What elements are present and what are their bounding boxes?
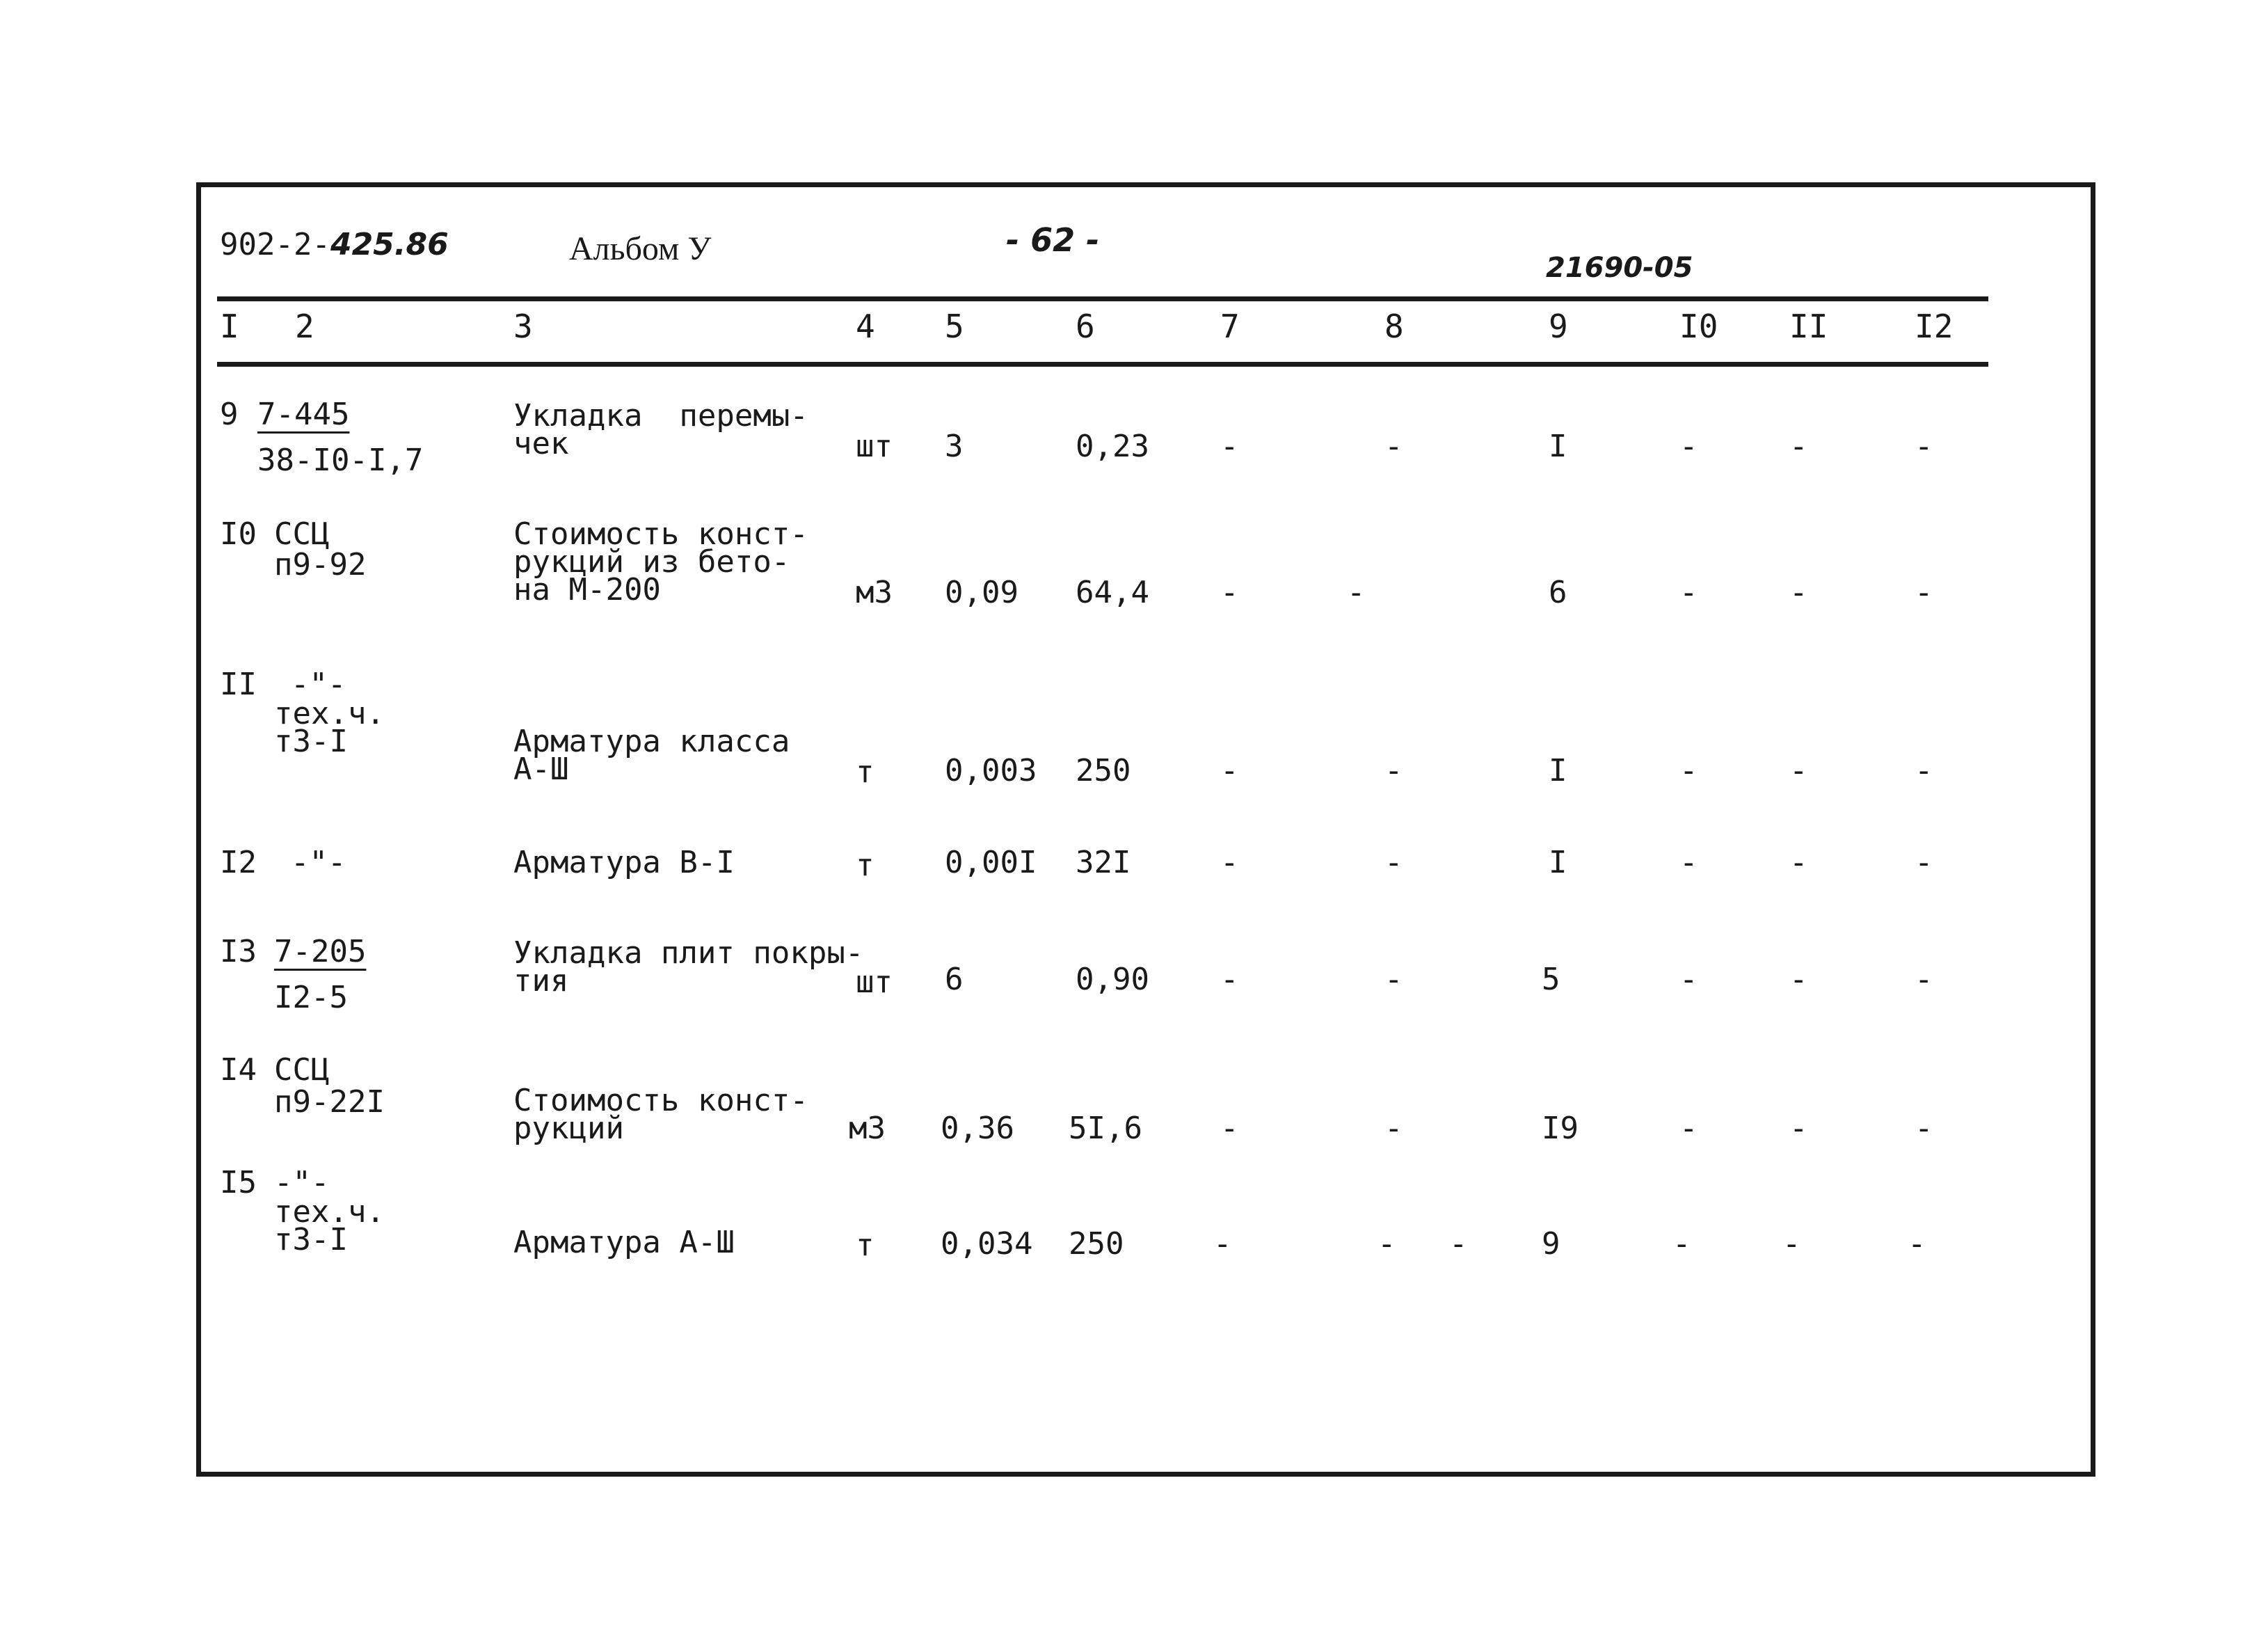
column-header-10: I0	[1679, 308, 1718, 345]
rate-reference-sub: п9-22I	[274, 1084, 385, 1120]
work-description: Арматура класса А-Ш	[513, 724, 790, 787]
table-frame	[196, 182, 2095, 1477]
column-7-value: -	[1220, 962, 1239, 997]
unit: т	[856, 754, 875, 790]
quantity: 0,36	[941, 1111, 1014, 1146]
column-header-3: 3	[513, 308, 533, 345]
work-description: Арматура А-Ш	[513, 1225, 735, 1260]
column-10-value: -	[1679, 753, 1698, 788]
quantity: 0,003	[945, 753, 1037, 788]
column-header-9: 9	[1549, 308, 1568, 345]
row-number: 9	[220, 397, 239, 432]
column-8-value: -	[1384, 429, 1403, 464]
column-11-value: -	[1789, 575, 1808, 610]
work-description: Арматура В-I	[513, 845, 735, 880]
document-number	[220, 227, 449, 262]
column-10-value: -	[1679, 1111, 1698, 1146]
column-7-value: -	[1220, 845, 1239, 880]
column-11-value: -	[1789, 429, 1808, 464]
document-code: 21690-05	[1546, 252, 1693, 284]
unit: м3	[849, 1111, 886, 1146]
column-12-value: -	[1915, 575, 1933, 610]
column-9-value: I	[1549, 753, 1567, 788]
quantity: 0,00I	[945, 845, 1037, 880]
column-10-value: -	[1679, 429, 1698, 464]
column-12-value: -	[1915, 845, 1933, 880]
column-8-value: -	[1384, 845, 1403, 880]
column-9-value: 5	[1542, 962, 1560, 997]
column-header-7: 7	[1220, 308, 1240, 345]
unit-cost: 250	[1076, 753, 1131, 788]
column-header-2: 2	[295, 308, 314, 345]
column-header-8: 8	[1384, 308, 1404, 345]
unit-cost: 250	[1069, 1226, 1124, 1262]
unit-cost: 0,23	[1076, 429, 1149, 464]
unit-cost: 32I	[1076, 845, 1131, 880]
quantity: 6	[945, 962, 964, 997]
quantity: 3	[945, 429, 964, 464]
unit: шт	[856, 429, 893, 464]
rate-reference: -"-	[291, 667, 346, 702]
work-description: Стоимость конст- рукций	[513, 1083, 808, 1146]
column-8-value: -	[1384, 1111, 1403, 1146]
column-7-value: -	[1220, 575, 1239, 610]
rate-reference: 7-205	[274, 934, 367, 969]
column-7-value: -	[1220, 429, 1239, 464]
column-header-6: 6	[1076, 308, 1095, 345]
unit: шт	[856, 964, 893, 1000]
row-number: I0	[220, 516, 257, 552]
row-number: I3	[220, 934, 257, 969]
column-11-value: -	[1782, 1226, 1801, 1262]
album-label: Альбом У	[569, 230, 712, 267]
work-description: Укладка плит покры- тия	[513, 935, 864, 999]
column-11-value: -	[1789, 845, 1808, 880]
document-number-handwritten: 425.86	[330, 227, 449, 262]
rate-reference-sub: п9-92	[274, 547, 367, 582]
column-12-value: -	[1915, 753, 1933, 788]
column-header-12: I2	[1915, 308, 1954, 345]
column-11-value: -	[1789, 753, 1808, 788]
column-12-value: -	[1915, 429, 1933, 464]
column-9-value: 6	[1549, 575, 1567, 610]
column-7-value: -	[1220, 1111, 1239, 1146]
rate-reference-sub: 38-I0-I,7	[257, 443, 424, 478]
column-11-value: -	[1789, 962, 1808, 997]
column-9-value: I9	[1542, 1111, 1579, 1146]
rate-reference: -"-	[291, 845, 346, 880]
column-10-value: -	[1679, 962, 1698, 997]
unit-cost: 64,4	[1076, 575, 1149, 610]
row-number: II	[220, 667, 257, 702]
unit: м3	[856, 575, 893, 610]
row-number: I4	[220, 1052, 257, 1088]
column-9-value: 9	[1542, 1226, 1560, 1262]
document-number-prefix: 902-2-	[220, 227, 330, 262]
work-description: Укладка перемы- чек	[513, 398, 808, 461]
column-header-4: 4	[856, 308, 875, 345]
column-10-value: -	[1672, 1226, 1691, 1262]
rate-reference-sub: тех.ч. т3-I	[274, 1194, 385, 1257]
unit-cost: 5I,6	[1069, 1111, 1142, 1146]
rate-reference: 7-445	[257, 397, 350, 432]
row-number: I5	[220, 1165, 257, 1200]
column-8-value: - -	[1377, 1226, 1468, 1262]
work-description: Стоимость конст- рукций из бето- на М-200	[513, 516, 808, 607]
column-11-value: -	[1789, 1111, 1808, 1146]
column-12-value: -	[1915, 962, 1933, 997]
column-10-value: -	[1679, 575, 1698, 610]
quantity: 0,09	[945, 575, 1019, 610]
column-7-value: -	[1213, 1226, 1232, 1262]
rate-reference-sub: I2-5	[274, 980, 348, 1015]
page-number: - 62 -	[1006, 221, 1100, 259]
column-8-value: -	[1347, 575, 1366, 610]
column-header-5: 5	[945, 308, 964, 345]
quantity: 0,034	[941, 1226, 1033, 1262]
unit-cost: 0,90	[1076, 962, 1149, 997]
unit: т	[856, 848, 875, 883]
column-header-11: II	[1789, 308, 1828, 345]
column-header-1: I	[220, 308, 239, 345]
column-12-value: -	[1915, 1111, 1933, 1146]
column-12-value: -	[1908, 1226, 1926, 1262]
column-8-value: -	[1384, 962, 1403, 997]
rate-reference: -"-	[274, 1165, 330, 1200]
header-bottom-rule	[217, 362, 1988, 367]
row-number: I2	[220, 845, 257, 880]
column-8-value: -	[1384, 753, 1403, 788]
rate-reference: ССЦ	[274, 516, 330, 552]
unit: т	[856, 1228, 875, 1263]
rate-reference: ССЦ	[274, 1052, 330, 1088]
header-top-rule	[217, 296, 1988, 301]
rate-reference-sub: тех.ч. т3-I	[274, 696, 385, 759]
column-9-value: I	[1549, 429, 1567, 464]
column-10-value: -	[1679, 845, 1698, 880]
column-9-value: I	[1549, 845, 1567, 880]
column-7-value: -	[1220, 753, 1239, 788]
